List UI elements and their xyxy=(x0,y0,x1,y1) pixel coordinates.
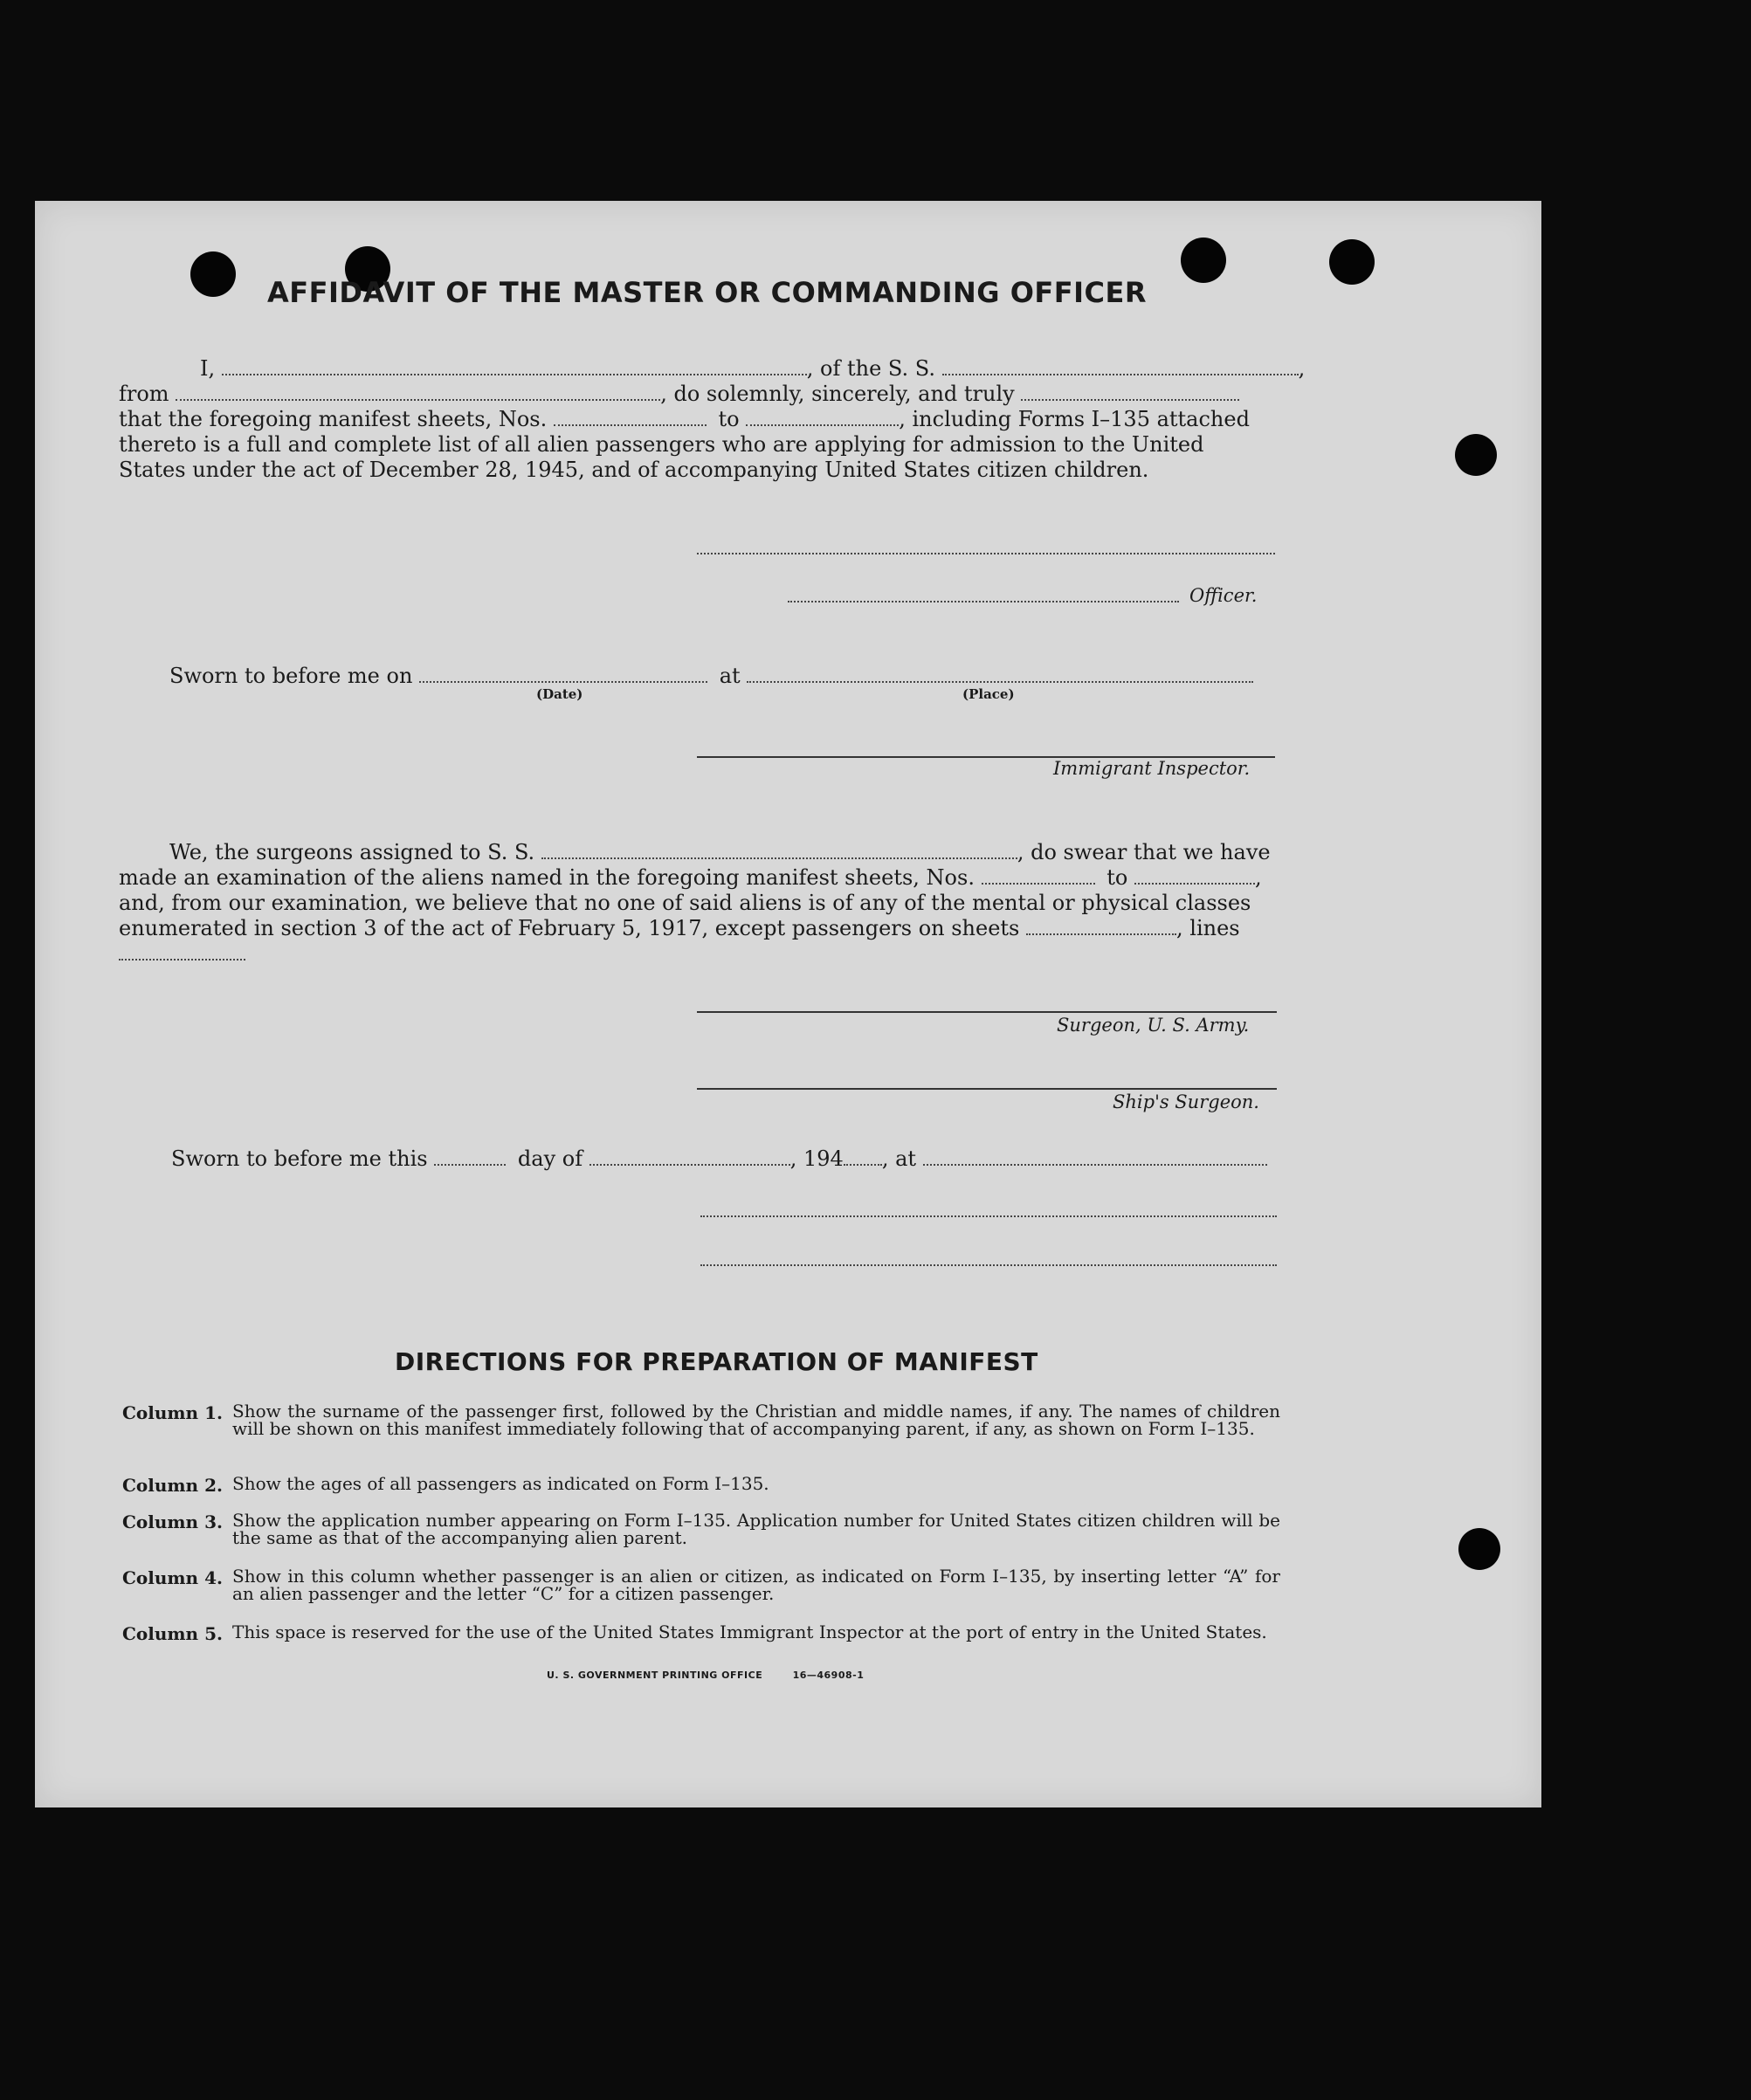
direction-label: Column 4. xyxy=(122,1567,223,1588)
direction-text: Show the ages of all passengers as indicated on Form I–135. xyxy=(232,1473,769,1494)
direction-text: Show the application number appearing on Form I–135. Application number for United States citizen children will be the same as that of the accompanying alien parent. xyxy=(232,1510,1280,1548)
text: that the foregoing manifest sheets, Nos. xyxy=(119,407,548,431)
punch-hole xyxy=(190,251,236,297)
affidavit-line-5: States under the act of December 28, 1945, and of accompanying United States citizen children. xyxy=(119,458,1149,482)
sworn-month-field[interactable] xyxy=(589,1146,790,1166)
text: , lines xyxy=(1176,916,1240,940)
direction-label: Column 1. xyxy=(122,1402,223,1423)
sworn-year-field[interactable] xyxy=(844,1146,882,1166)
sworn-day-field[interactable] xyxy=(434,1146,506,1166)
affidavit-line-2 xyxy=(119,382,1239,407)
sworn-date-field[interactable] xyxy=(419,664,707,683)
form-code: 16—46908-1 xyxy=(792,1670,865,1681)
text: Sworn to before me this xyxy=(171,1146,428,1171)
affidavit-title: AFFIDAVIT OF THE MASTER OR COMMANDING OFFICER xyxy=(267,276,1147,309)
place-label: (Place) xyxy=(962,686,1015,702)
text: , do swear that we have xyxy=(1017,840,1271,864)
except-sheets-field[interactable] xyxy=(1026,916,1176,935)
text: , at xyxy=(881,1146,917,1171)
directions-title: DIRECTIONS FOR PREPARATION OF MANIFEST xyxy=(395,1347,1038,1376)
sworn2-title-line[interactable] xyxy=(700,1264,1277,1266)
army-surgeon-label: Surgeon, U. S. Army. xyxy=(1057,1015,1250,1036)
inspector-label: Immigrant Inspector. xyxy=(1053,758,1251,779)
ship-surgeon-signature-line[interactable] xyxy=(697,1088,1277,1090)
text: made an examination of the aliens named in the foregoing manifest sheets, Nos. xyxy=(119,865,975,890)
printer-imprint xyxy=(547,1670,864,1681)
surgeon-ship-field[interactable] xyxy=(541,840,1017,859)
text: I, xyxy=(200,356,216,381)
sheet-to-field[interactable] xyxy=(746,407,899,426)
officer-signature-line[interactable] xyxy=(697,553,1275,554)
surgeon-sheet-to-field[interactable] xyxy=(1134,865,1255,885)
army-surgeon-signature-line[interactable] xyxy=(697,1011,1277,1013)
officer-title-line[interactable] xyxy=(788,601,1179,602)
text: at xyxy=(719,664,741,688)
printer-name: U. S. GOVERNMENT PRINTING OFFICE xyxy=(547,1670,763,1681)
text: to xyxy=(718,407,740,431)
direction-text: Show in this column whether passenger is an alien or citizen, as indicated on Form I–135, by inserting letter “A” for an alien passenger and the letter “C” for a citizen passenger. xyxy=(232,1566,1280,1604)
affidavit-line-1: I, , of the S. S. , xyxy=(200,356,1306,381)
text: day of xyxy=(517,1146,583,1171)
sworn2-place-field[interactable] xyxy=(923,1146,1267,1166)
sheet-from-field[interactable] xyxy=(554,407,707,426)
text: , do solemnly, sincerely, and truly xyxy=(660,382,1015,406)
ship-surgeon-label: Ship's Surgeon. xyxy=(1113,1091,1259,1112)
text: , of the S. S. xyxy=(806,356,935,381)
punch-hole xyxy=(1458,1528,1500,1570)
punch-hole xyxy=(1329,239,1375,285)
direction-label: Column 3. xyxy=(122,1511,223,1532)
affidavit-line-4: thereto is a full and complete list of all alien passengers who are applying for admission to the United xyxy=(119,432,1204,457)
direction-label: Column 5. xyxy=(122,1623,223,1644)
officer-label: Officer. xyxy=(1189,585,1258,606)
form-sheet xyxy=(35,201,1541,1807)
surgeons-line-2: made an examination of the aliens named in the foregoing manifest sheets, Nos. to , xyxy=(119,865,1262,890)
port-from-field[interactable] xyxy=(176,382,660,401)
direction-text: This space is reserved for the use of the United States Immigrant Inspector at the port of entry in the United States. xyxy=(232,1621,1267,1642)
affidavit-line-3 xyxy=(119,407,1250,432)
surgeons-line-3: and, from our examination, we believe that no one of said aliens is of any of the mental or physical classes xyxy=(119,891,1251,915)
text: from xyxy=(119,382,169,406)
surgeons-line-4 xyxy=(119,916,1240,941)
direction-text: Show the surname of the passenger first, followed by the Christian and middle names, if any. The names of children will be shown on this manifest immediately following that of accompanying parent, if any, as shown on Form I–135. xyxy=(232,1401,1280,1439)
sworn2-signature-line[interactable] xyxy=(700,1215,1277,1217)
ship-name-field[interactable] xyxy=(942,356,1299,375)
except-lines-field[interactable] xyxy=(119,959,245,960)
oath-field[interactable] xyxy=(1021,382,1239,401)
sworn-place-field[interactable] xyxy=(747,664,1253,683)
text: , 194 xyxy=(789,1146,844,1171)
text: , including Forms I–135 attached xyxy=(899,407,1250,431)
surgeon-sheet-from-field[interactable] xyxy=(982,865,1095,885)
direction-label: Column 2. xyxy=(122,1475,223,1496)
surgeons-line-1 xyxy=(169,840,1271,865)
text: We, the surgeons assigned to S. S. xyxy=(169,840,535,864)
sworn-line-2 xyxy=(171,1146,1267,1172)
sworn-line-1 xyxy=(169,664,1253,689)
text: Sworn to before me on xyxy=(169,664,413,688)
punch-hole xyxy=(1181,238,1226,283)
punch-hole xyxy=(1455,434,1497,476)
text: to xyxy=(1106,865,1128,890)
date-label: (Date) xyxy=(536,686,583,702)
master-name-field[interactable] xyxy=(222,356,807,375)
text: enumerated in section 3 of the act of February 5, 1917, except passengers on sheets xyxy=(119,916,1020,940)
